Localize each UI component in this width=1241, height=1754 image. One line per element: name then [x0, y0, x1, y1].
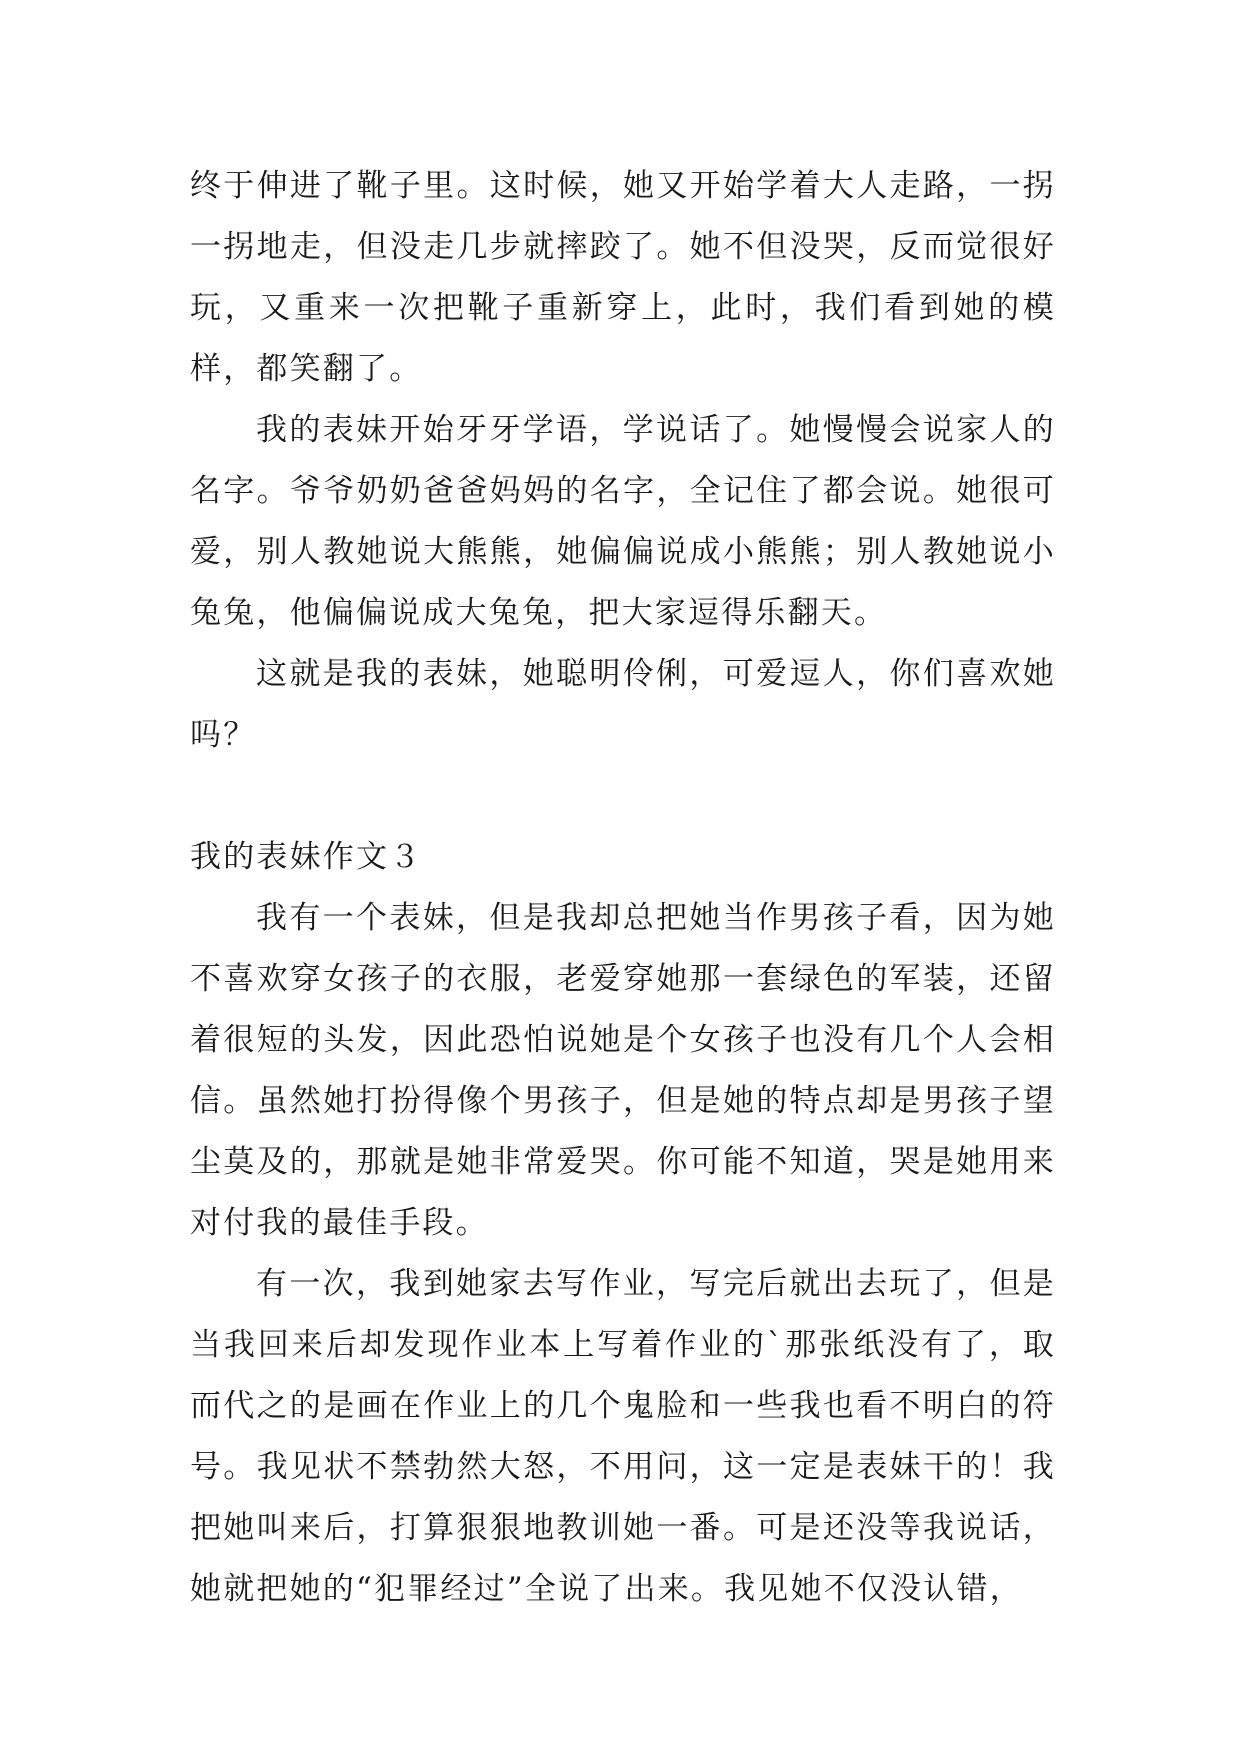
document-body — [190, 156, 1056, 1620]
paragraph-shoes: 终于伸进了靴子里。这时候，她又开始学着大人走路，一拐一拐地走，但没走几步就摔跤了。她不但没哭，反而觉很好玩，又重来一次把靴子重新穿上，此时，我们看到她的模样，都笑翻了。 — [190, 168, 1056, 387]
paragraph-closing-question: 这就是我的表妹，她聪明伶俐，可爱逗人，你们喜欢她吗？ — [190, 656, 1056, 753]
paragraph-learning-to-talk: 我的表妹开始牙牙学语，学说话了。她慢慢会说家人的名字。爷爷奶奶爸爸妈妈的名字，全记住了都会说。她很可爱，别人教她说大熊熊，她偏偏说成小熊熊；别人教她说小兔兔，他偏偏说成大兔兔，把大家逗得乐翻天。 — [190, 412, 1056, 631]
paragraph-homework-incident: 有一次，我到她家去写作业，写完后就出去玩了，但是当我回来后却发现作业本上写着作业的`那张纸没有了，取而代之的是画在作业上的几个鬼脸和一些我也看不明白的符号。我见状不禁勃然大怒，不用问，这一定是表妹干的！我把她叫来后，打算狠狠地教训她一番。可是还没等我说话，她就把她的“犯罪经过”全说了出来。我见她不仅没认错， — [190, 1266, 1056, 1607]
section-spacer — [190, 766, 1056, 827]
paragraph-tomboy-cousin: 我有一个表妹，但是我却总把她当作男孩子看，因为她不喜欢穿女孩子的衣服，老爱穿她那一套绿色的军装，还留着很短的头发，因此恐怕说她是个女孩子也没有几个人会相信。虽然她打扮得像个男孩子，但是她的特点却是男孩子望尘莫及的，那就是她非常爱哭。你可能不知道，哭是她用来对付我的最佳手段。 — [190, 900, 1056, 1241]
section-title: 我的表妹作文３ — [190, 839, 423, 875]
